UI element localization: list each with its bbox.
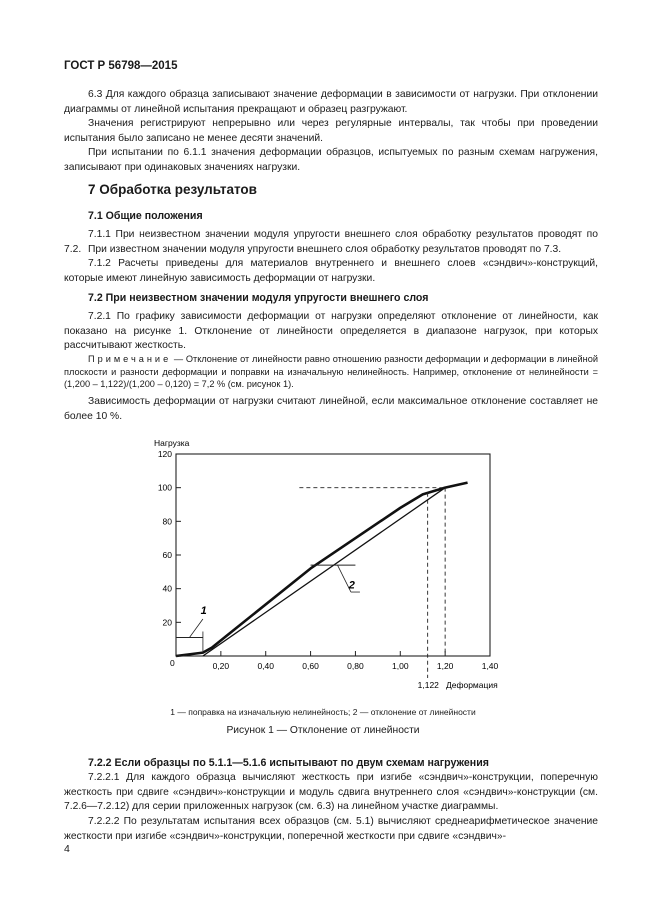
figure-legend — [0, 707, 646, 717]
legend-1-text: — поправка на изначальную нелинейность; — [175, 707, 353, 717]
page-number: 4 — [64, 843, 70, 855]
legend-1-number: 1 — [170, 707, 176, 717]
note — [64, 353, 598, 391]
paragraph-7-1-2: 7.1.2 Расчеты приведены для материалов внутреннего и внешнего слоев «сэндвич»-конструкций, которые имеют линейную зависимость деформации от нагрузки. — [64, 258, 598, 284]
subsection-7-1-heading: 7.1 Общие положения — [88, 210, 203, 222]
deviation-chart — [140, 436, 520, 696]
section-7-heading: 7 Обработка результатов — [88, 182, 257, 197]
chart-ticks — [158, 449, 499, 671]
x-tick-label: 0,40 — [257, 661, 274, 671]
paragraph-7-1-1b: При известном значении модуля упругости внешнего слоя обработку результатов проводят по 7.3. — [88, 244, 562, 255]
paragraph-7-2-1: 7.2.1 По графику зависимости деформации от нагрузки определяют отклонение от линейности, как показано на рисунке 1. Отклонение от линейности определяется в диапазоне нагрузок, при которых рассчитывают жесткость. — [64, 311, 598, 352]
y-tick-label: 120 — [157, 449, 172, 459]
document-header: ГОСТ Р 56798—2015 — [64, 60, 178, 72]
subsection-7-2-2-heading: 7.2.2 Если образцы по 5.1.1—5.1.6 испытывают по двум схемам нагружения — [88, 757, 489, 769]
legend-2-number: 2 — [352, 707, 358, 717]
marker-1122-label: 1,122 — [417, 680, 439, 690]
figure-caption: Рисунок 1 — Отклонение от линейности — [226, 725, 420, 736]
x-tick-label: 0,80 — [347, 661, 364, 671]
paragraph-7-2-2-2: 7.2.2.2 По результатам испытания всех образцов (см. 5.1) вычисляют среднеарифметическое значение жесткости при изгибе «сэндвич»-конструкции, поперечной жесткости при сдвиге «сэндвич»- — [64, 816, 598, 842]
y-tick-label: 60 — [162, 550, 172, 560]
paragraph-6-3: 6.3 Для каждого образца записывают значение деформации в зависимости от нагрузки. При отклонении диаграммы от линейной испытания прекращают и образец разгружают. — [64, 89, 598, 115]
paragraph-7-2-2-1: 7.2.2.1 Для каждого образца вычисляют жесткость при изгибе «сэндвич»-конструкции, поперечную жесткость при сдвиге «сэндвич»-конструкции и модуль сдвига внутреннего слоя «сэндвич»-конструкции (см. 7.2.6—7.2.12) для серии приложенных нагрузок (см. 6.3) на линейном участке диаграммы. — [64, 772, 598, 813]
x-axis-label: Деформация — [446, 680, 498, 690]
legend-2-text: — отклонение от линейности — [357, 707, 476, 717]
y-tick-label: 40 — [162, 583, 172, 594]
paragraph-linearity: Зависимость деформации от нагрузки считают линейной, если максимальное отклонение составляет не более 10 %. — [64, 396, 598, 422]
x-tick-label: 1,20 — [436, 661, 454, 671]
x-tick-label: 1,40 — [481, 661, 499, 671]
x-tick-label: 0,20 — [212, 661, 230, 671]
annotation-1-label: 1 — [200, 604, 207, 617]
x-tick-label: 0,60 — [302, 661, 319, 671]
series-linear-line — [200, 488, 445, 656]
chart-annotations — [176, 488, 445, 690]
y-tick-label: 100 — [157, 482, 172, 493]
origin-label: 0 — [170, 658, 175, 668]
paragraph-7-1-1a: 7.1.1 При неизвестном значении модуля упругости внешнего слоя обработку результатов проводят по 7.2. — [64, 229, 598, 255]
chart-frame — [176, 454, 490, 656]
y-tick-label: 80 — [162, 516, 172, 527]
paragraph-values: Значения регистрируют непрерывно или через регулярные интервалы, так чтобы при проведении испытания было записано не менее десяти значений. — [64, 118, 598, 144]
x-tick-label: 1,00 — [392, 661, 409, 671]
paragraph-6-1-1: При испытании по 6.1.1 значения деформации образцов, испытуемых по разным схемам нагружения, записывают при одинаковых значениях нагрузки. — [64, 147, 598, 173]
subsection-7-2-heading: 7.2 При неизвестном значении модуля упругости внешнего слоя — [88, 292, 429, 304]
y-axis-label: Нагрузка — [154, 438, 190, 448]
note-text: — Отклонение от линейности равно отношению разности деформации и деформации в линейной плоскости и разности деформации и поправки на изначальную нелинейность. Например, отклонение от нелинейности = (1,200 – 1,122)/(1,200 – 0,120) = 7,2 % (см. рисунок 1). — [64, 354, 598, 389]
note-label: Примечание — [88, 354, 172, 364]
series-measured-line — [176, 483, 468, 656]
y-tick-label: 20 — [162, 617, 172, 628]
annotation-2-label: 2 — [348, 579, 355, 592]
annotation-1-leader — [189, 619, 202, 638]
chart-series — [176, 483, 468, 656]
